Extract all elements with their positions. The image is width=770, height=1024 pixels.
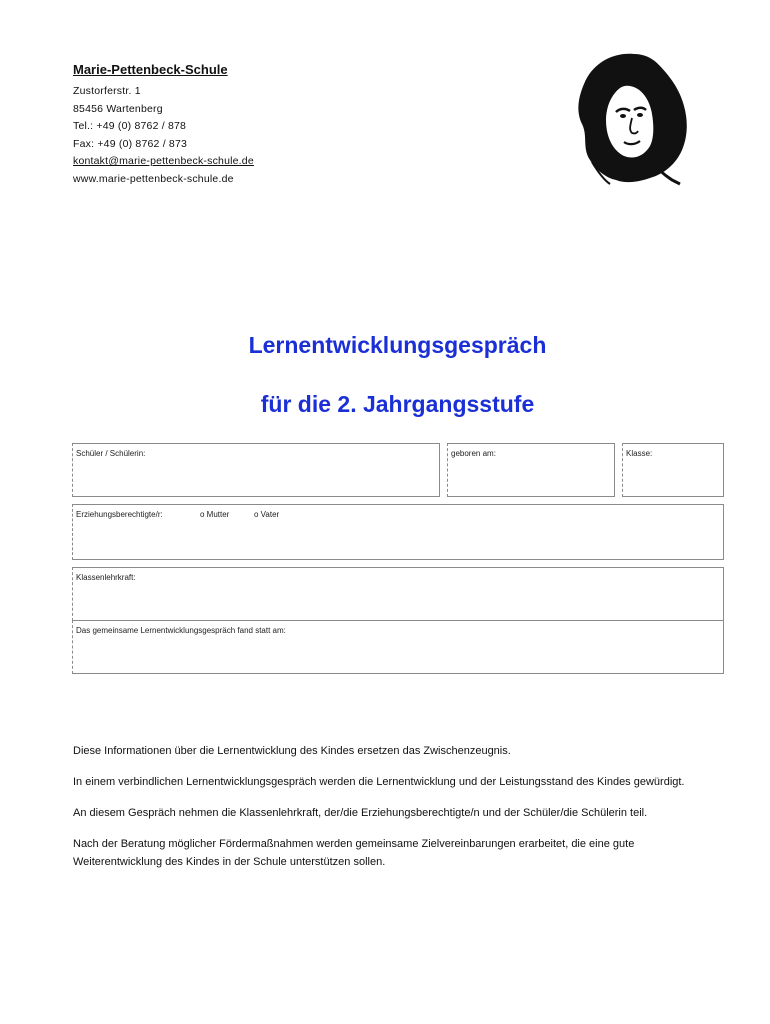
student-name-label: Schüler / Schülerin: <box>76 449 146 458</box>
fax-number: Fax: +49 (0) 8762 / 873 <box>73 137 188 150</box>
info-paragraph-4: Nach der Beratung möglicher Fördermaßnahmen werden gemeinsame Zielvereinbarungen erarbeitet, die eine gute Weiterentwicklung des Kindes in der Schule unterstützen sollen. <box>73 838 635 868</box>
form-subtitle: für die 2. Jahrgangsstufe <box>260 391 535 417</box>
info-paragraph-1: Diese Informationen über die Lernentwicklung des Kindes ersetzen das Zwischenzeugnis. <box>73 745 511 757</box>
form-title: Lernentwicklungsgespräch <box>248 332 547 358</box>
guardian-field[interactable] <box>72 504 724 560</box>
portrait-logo-icon <box>572 50 692 188</box>
birthdate-field[interactable] <box>447 443 615 497</box>
mother-option[interactable]: o Mutter <box>200 510 230 519</box>
info-paragraph-3: An diesem Gespräch nehmen die Klassenlehrkraft, der/die Erziehungsberechtigte/n und der Schüler/die Schülerin teil. <box>73 807 648 819</box>
class-field[interactable] <box>622 443 724 497</box>
meeting-date-field[interactable] <box>72 620 724 674</box>
guardian-label: Erziehungsberechtigte/r: <box>76 510 163 519</box>
phone-number: Tel.: +49 (0) 8762 / 878 <box>73 120 187 132</box>
teacher-label: Klassenlehrkraft: <box>76 573 136 582</box>
father-option[interactable]: o Vater <box>254 510 280 519</box>
meeting-date-label: Das gemeinsame Lernentwicklungsgespräch fand statt am: <box>76 626 286 635</box>
class-label: Klasse: <box>626 449 653 458</box>
info-text <box>73 742 703 884</box>
email-link[interactable]: kontakt@marie-pettenbeck-schule.de <box>73 155 254 167</box>
info-paragraph-2: In einem verbindlichen Lernentwicklungsgespräch werden die Lernentwicklung und der Leistungsstand des Kindes gewürdigt. <box>73 776 685 788</box>
school-header <box>73 62 254 188</box>
school-name: Marie-Pettenbeck-Schule <box>73 62 228 77</box>
address-city: 85456 Wartenberg <box>73 102 163 115</box>
website-text: www.marie-pettenbeck-schule.de <box>73 172 234 185</box>
birthdate-label: geboren am: <box>451 449 496 458</box>
teacher-field[interactable] <box>72 567 724 621</box>
address-street: Zustorferstr. 1 <box>73 85 141 97</box>
student-name-field[interactable] <box>72 443 440 497</box>
